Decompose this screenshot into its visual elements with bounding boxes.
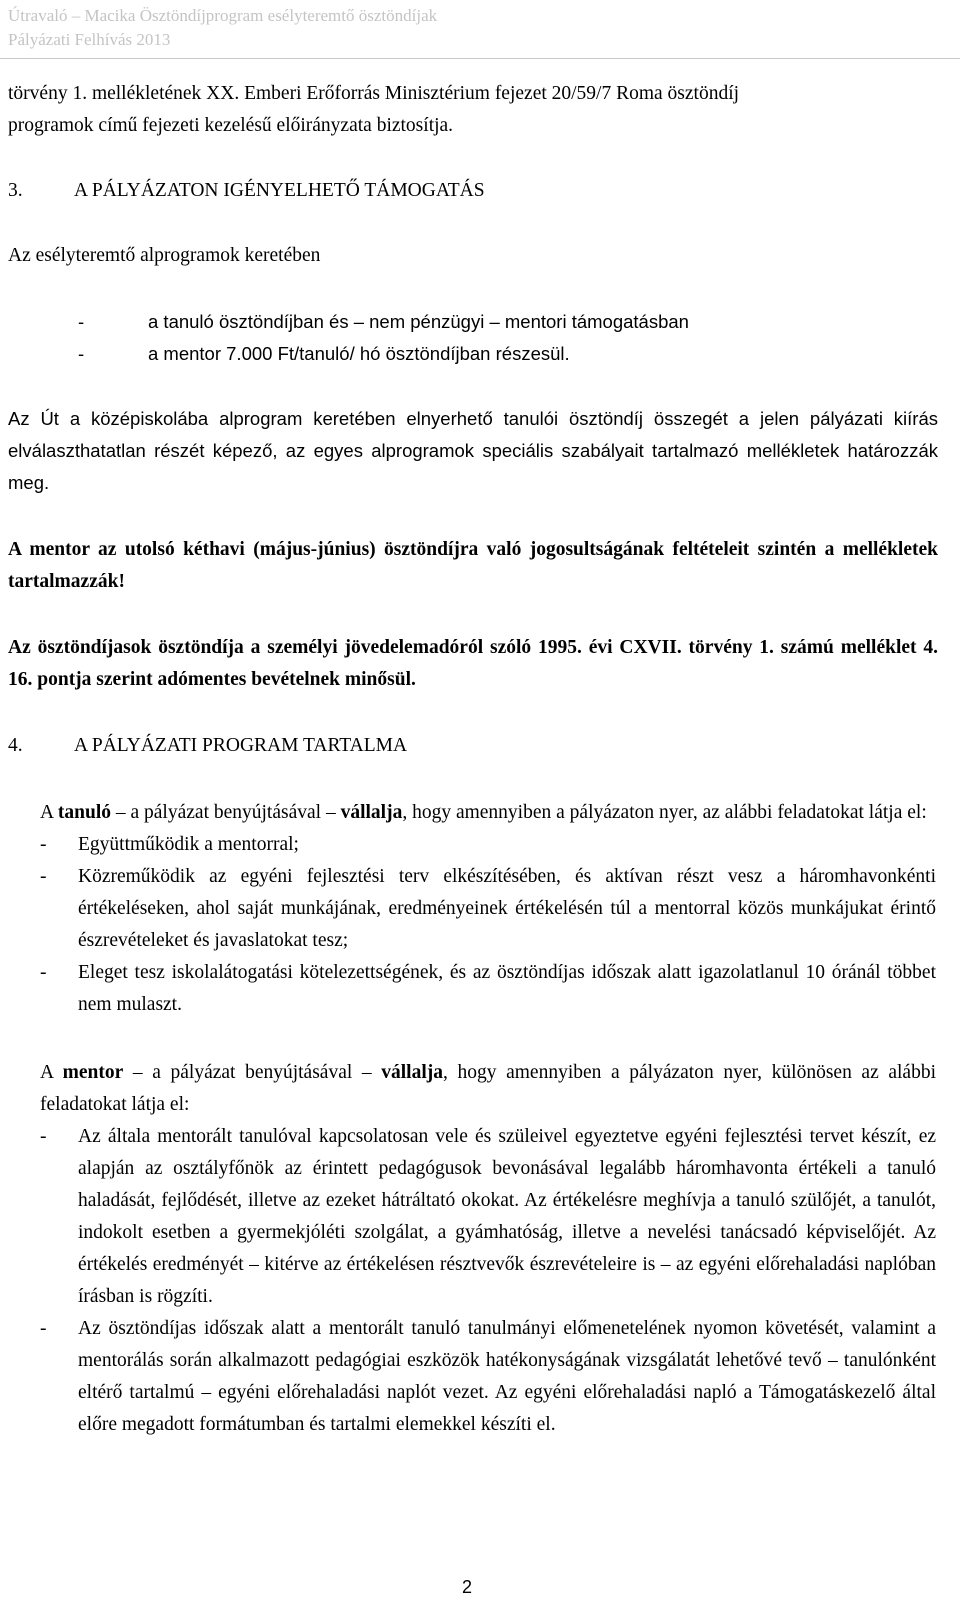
list-item	[40, 861, 936, 957]
running-header-title: Útravaló – Macika Ösztöndíjprogram esélyteremtő ösztöndíjak	[8, 6, 438, 25]
student-intro-rest: , hogy amennyiben a pályázaton nyer, az alábbi feladatokat látja el:	[402, 802, 927, 823]
section-3-title: A PÁLYÁZATON IGÉNYELHETŐ TÁMOGATÁS	[74, 180, 485, 201]
support-list	[78, 306, 938, 370]
list-item	[78, 306, 938, 338]
list-dash: -	[40, 1126, 47, 1147]
student-role: tanuló	[57, 802, 111, 823]
mentor-role: mentor	[62, 1062, 124, 1083]
section-3-number: 3.	[8, 180, 23, 201]
paragraph-tax-exemption: Az ösztöndíjasok ösztöndíja a személyi jövedelemadóról szóló 1995. évi CXVII. törvény 1. számú melléklet 4. 16. pontja szerint adómentes bevételnek minősül.	[8, 637, 938, 690]
section-4-number: 4.	[8, 735, 23, 756]
student-intro-article: A	[40, 802, 54, 823]
intro-paragraph	[8, 78, 938, 142]
support-item-student: a tanuló ösztöndíjban és – nem pénzügyi – mentori támogatásban	[148, 311, 689, 332]
mentor-intro-rest: , hogy amennyiben a pályázaton nyer, különösen az alábbi feladatokat látja el:	[40, 1062, 936, 1115]
student-task-attendance: Eleget tesz iskolalátogatási kötelezettségének, és az ösztöndíjas időszak alatt igazolatlanul 10 óránál többet nem mulaszt.	[78, 962, 936, 1015]
list-dash: -	[40, 834, 47, 855]
section-4-heading	[8, 730, 938, 762]
paragraph-scholarship-amount: Az Út a középiskolába alprogram keretében elnyerhető tanulói ösztöndíj összegét a jelen pályázati kiírás elválaszthatatlan részét képező, az egyes alprogramok speciális szabályait tartalmazó mellékletek határozzák meg.	[8, 408, 938, 493]
mentor-intro	[40, 1057, 936, 1121]
page-number: 2	[462, 1577, 473, 1597]
student-obligations	[40, 797, 936, 1021]
student-task-development-plan: Közreműködik az egyéni fejlesztési terv elkészítésében, és aktívan részt vesz a háromhavonkénti értékeléseken, ahol saját munkájának, eredményeinek értékelésén túl a mentorral közös munkájukat érintő észrevételeket és javaslatokat tesz;	[78, 866, 936, 951]
mentor-intro-article: A	[40, 1062, 54, 1083]
list-item	[40, 829, 936, 861]
intro-line-2: programok című fejezeti kezelésű előirányzata biztosítja.	[8, 115, 454, 136]
mentor-obligations	[40, 1057, 936, 1441]
mentor-verb: vállalja	[381, 1062, 443, 1083]
mentor-task-development-plan: Az általa mentorált tanulóval kapcsolatosan vele és szüleivel egyeztetve egyéni fejlesztési tervet készít, ez alapján az osztályfőnök az érintett pedagógusok bevonásával legalább háromhavonta értékeli a tanuló haladását, fejlődését, illetve az ezeket hátráltató okokat. Az értékelésre meghívja a tanuló szülőjét, a tanulót, indokolt esetben a gyermekjóléti szolgálat, a gyámhatóság, illetve a nevelési tanácsadó képviselőjét. Az értékelés eredményét – kitérve az értékelésen résztvevők észrevételeire is – az egyéni előrehaladási naplóban írásban is rögzíti.	[78, 1126, 936, 1307]
support-item-mentor: a mentor 7.000 Ft/tanuló/ hó ösztöndíjban részesül.	[148, 343, 570, 364]
list-dash: -	[40, 962, 47, 983]
header-divider	[0, 58, 960, 59]
student-verb: vállalja	[340, 802, 403, 823]
list-dash: -	[40, 1318, 47, 1339]
list-item	[40, 1313, 936, 1441]
list-item	[40, 957, 936, 1021]
section-4-title: A PÁLYÁZATI PROGRAM TARTALMA	[74, 735, 408, 756]
running-header-subtitle: Pályázati Felhívás 2013	[8, 30, 171, 49]
mentor-intro-mid: – a pályázat benyújtásával –	[132, 1062, 372, 1083]
list-item	[78, 338, 938, 370]
list-dash: -	[78, 343, 85, 364]
student-intro	[40, 797, 936, 829]
intro-line-1: törvény 1. mellékletének XX. Emberi Erőforrás Minisztérium fejezet 20/59/7 Roma ösztöndíj	[8, 83, 740, 104]
list-item	[40, 1121, 936, 1313]
section-3-heading	[8, 175, 938, 207]
list-dash: -	[78, 311, 85, 332]
student-task-cooperate: Együttműködik a mentorral;	[78, 834, 299, 855]
student-intro-mid: – a pályázat benyújtásával –	[115, 802, 336, 823]
mentor-task-progress-log: Az ösztöndíjas időszak alatt a mentorált tanuló tanulmányi előmenetelének nyomon követését, valamint a mentorálás során alkalmazott pedagógiai eszközök hatékonyságának vizsgálatát lehetővé tevő – tanulónként eltérő tartalmú – egyéni előrehaladási naplót vezet. Az egyéni előrehaladási napló a Támogatáskezelő által előre megadott formátumban és tartalmi elemekkel készíti el.	[78, 1318, 936, 1435]
list-dash: -	[40, 866, 47, 887]
paragraph-mentor-eligibility: A mentor az utolsó kéthavi (május-június) ösztöndíjra való jogosultságának feltételeit szintén a mellékletek tartalmazzák!	[8, 539, 938, 592]
section-3-lead: Az esélyteremtő alprogramok keretében	[8, 245, 321, 266]
